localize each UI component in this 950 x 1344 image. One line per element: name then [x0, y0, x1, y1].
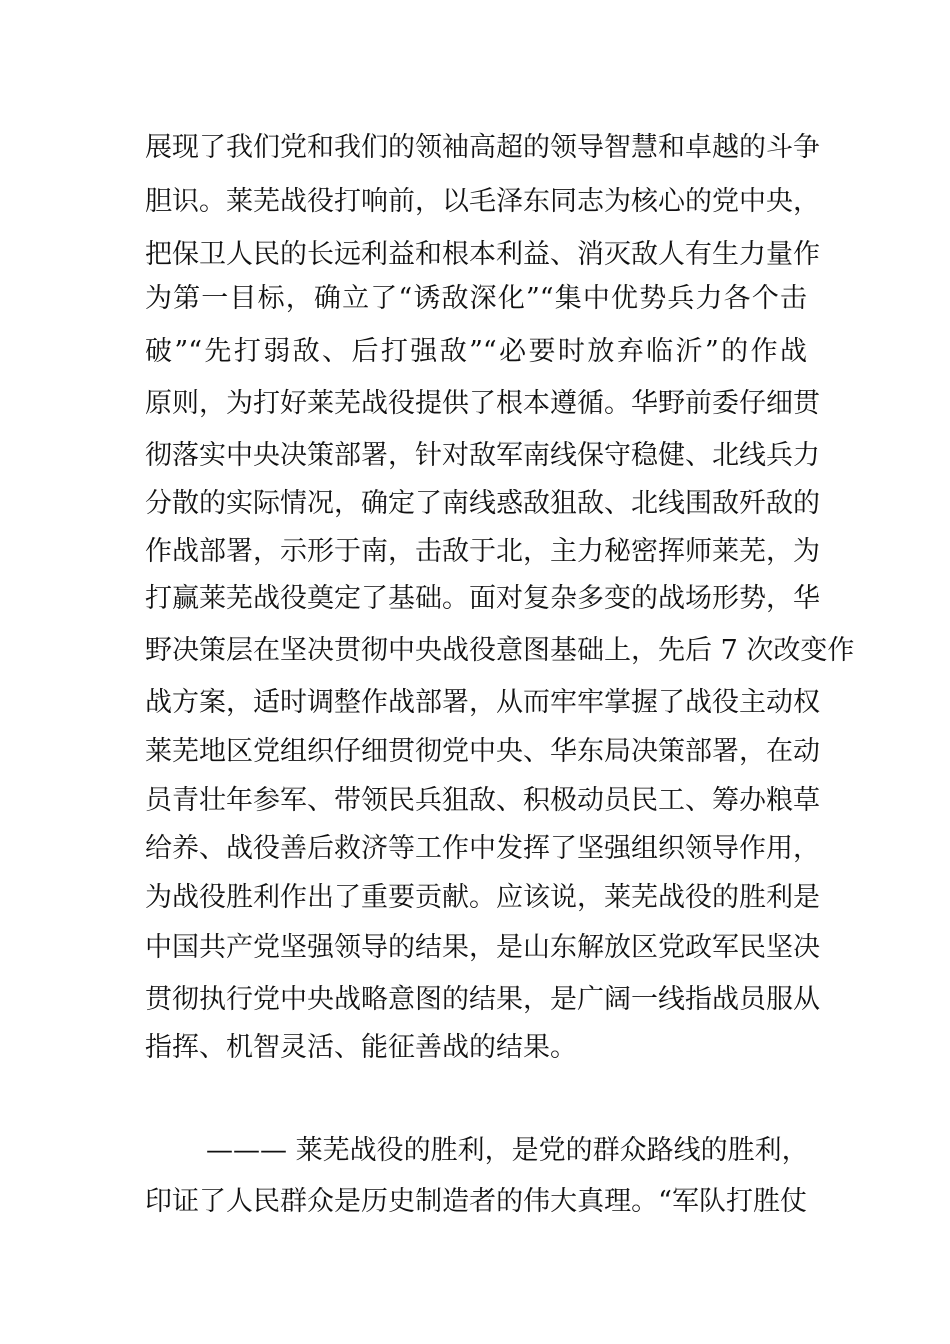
paragraph1-line-16: 为战役胜利作出了重要贡献。应该说，莱芜战役的胜利是	[145, 882, 820, 913]
paragraph1-line-2: 胆识。莱芜战役打响前，以毛泽东同志为核心的党中央，	[145, 186, 820, 217]
paragraph1-line-17: 中国共产党坚强领导的结果，是山东解放区党政军民坚决	[145, 932, 820, 963]
paragraph2-line-2: 印证了人民群众是历史制造者的伟大真理。“军队打胜仗	[145, 1186, 807, 1217]
paragraph2-line-1: ——— 莱芜战役的胜利，是党的群众路线的胜利，	[206, 1135, 809, 1166]
paragraph1-line-11: 野决策层在坚决贯彻中央战役意图基础上，先后 7 次改变作	[145, 635, 855, 666]
paragraph1-line-19: 指挥、机智灵活、能征善战的结果。	[145, 1032, 577, 1063]
paragraph1-line-9: 作战部署，示形于南，击敌于北，主力秘密挥师莱芜，为	[145, 536, 820, 567]
paragraph1-line-15: 给养、战役善后救济等工作中发挥了坚强组织领导作用，	[145, 833, 820, 864]
paragraph1-line-7: 彻落实中央决策部署，针对敌军南线保守稳健、北线兵力	[145, 440, 820, 471]
paragraph1-line-1: 展现了我们党和我们的领袖高超的领导智慧和卓越的斗争	[145, 132, 820, 163]
paragraph1-line-5: 破”“先打弱敌、后打强敌”“必要时放弃临沂”的作战	[145, 336, 807, 367]
paragraph1-line-13: 莱芜地区党组织仔细贯彻党中央、华东局决策部署，在动	[145, 736, 820, 767]
paragraph1-line-18: 贯彻执行党中央战略意图的结果，是广阔一线指战员服从	[145, 984, 820, 1015]
paragraph1-line-10: 打赢莱芜战役奠定了基础。面对复杂多变的战场形势，华	[145, 583, 820, 614]
paragraph1-line-6: 原则，为打好莱芜战役提供了根本遵循。华野前委仔细贯	[145, 388, 820, 419]
paragraph1-line-4: 为第一目标，确立了“诱敌深化”“集中优势兵力各个击	[145, 283, 807, 314]
paragraph1-line-3: 把保卫人民的长远利益和根本利益、消灭敌人有生力量作	[145, 239, 820, 270]
paragraph1-line-12: 战方案，适时调整作战部署，从而牢牢掌握了战役主动权	[145, 687, 820, 718]
paragraph1-line-14: 员青壮年参军、带领民兵狙敌、积极动员民工、筹办粮草	[145, 785, 820, 816]
paragraph1-line-8: 分散的实际情况，确定了南线惑敌狙敌、北线围敌歼敌的	[145, 488, 820, 519]
